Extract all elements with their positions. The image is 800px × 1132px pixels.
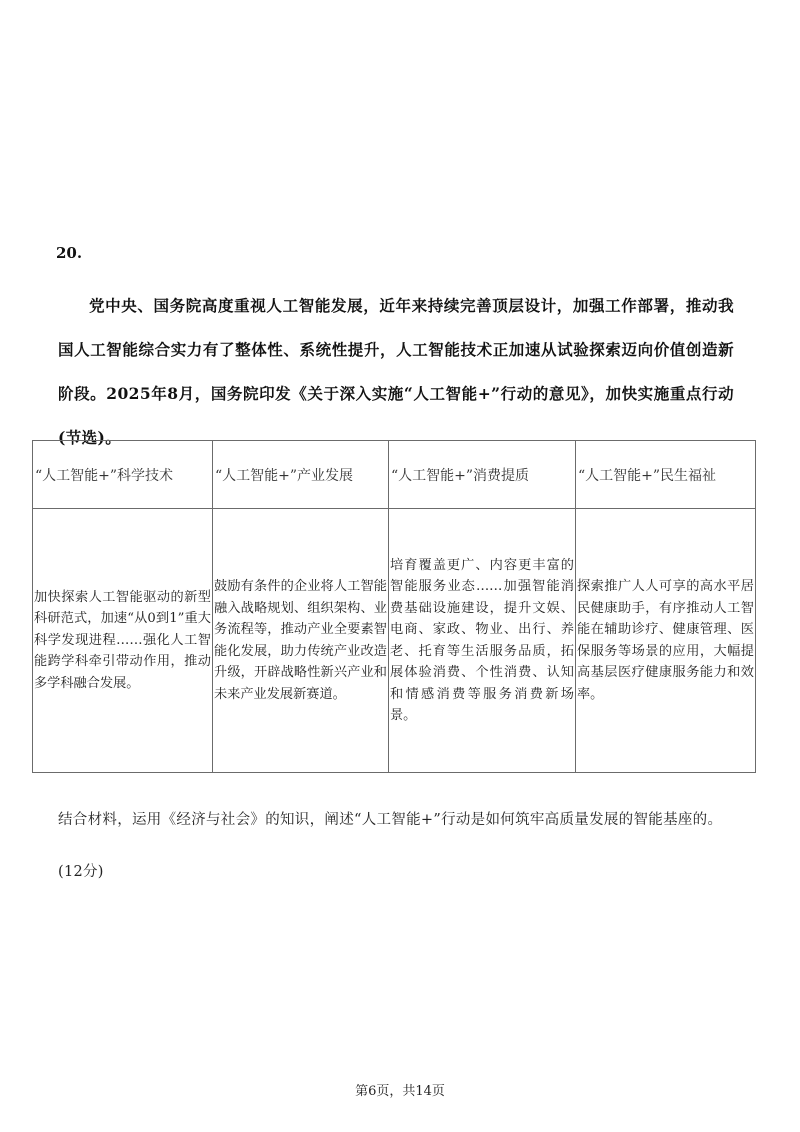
header-livelihood: “人工智能+”民生福祉: [576, 441, 756, 509]
cell-livelihood: 探索推广人人可享的高水平居民健康助手，有序推动人工智能在辅助诊疗、健康管理、医保服务等场景的应用，大幅提高基层医疗健康服务能力和效率。: [576, 509, 756, 773]
table-row: [33, 509, 756, 773]
header-industry: “人工智能+”产业发展: [213, 441, 389, 509]
cell-science-tech: 加快探索人工智能驱动的新型科研范式，加速“从0到1”重大科学发现进程……强化人工智能跨学科牵引带动作用，推动多学科融合发展。: [33, 509, 213, 773]
question-prompt: 结合材料，运用《经济与社会》的知识，阐述“人工智能+”行动是如何筑牢高质量发展的智能基座的。(12分): [58, 812, 723, 880]
cell-consumption: 培育覆盖更广、内容更丰富的智能服务业态……加强智能消费基础设施建设，提升文娱、电商、家政、物业、出行、养老、托育等生活服务品质，拓展体验消费、个性消费、认知和情感消费等服务消费新场景。: [389, 509, 576, 773]
question-intro: 党中央、国务院高度重视人工智能发展，近年来持续完善顶层设计，加强工作部署，推动我国人工智能综合实力有了整体性、系统性提升，人工智能技术正加速从试验探索迈向价值创造新阶段。2025年8月，国务院印发《关于深入实施“人工智能+”行动的意见》，加快实施重点行动(节选)。: [58, 296, 734, 447]
measures-table: [32, 440, 756, 773]
header-consumption: “人工智能+”消费提质: [389, 441, 576, 509]
cell-industry: 鼓励有条件的企业将人工智能融入战略规划、组织架构、业务流程等，推动产业全要素智能化发展，助力传统产业改造升级，开辟战略性新兴产业和未来产业发展新赛道。: [213, 509, 389, 773]
header-science-tech: “人工智能+”科学技术: [33, 441, 213, 509]
page-number: 第6页，共14页: [355, 1084, 445, 1099]
table-header-row: [33, 441, 756, 509]
question-number: 20.: [56, 244, 83, 262]
